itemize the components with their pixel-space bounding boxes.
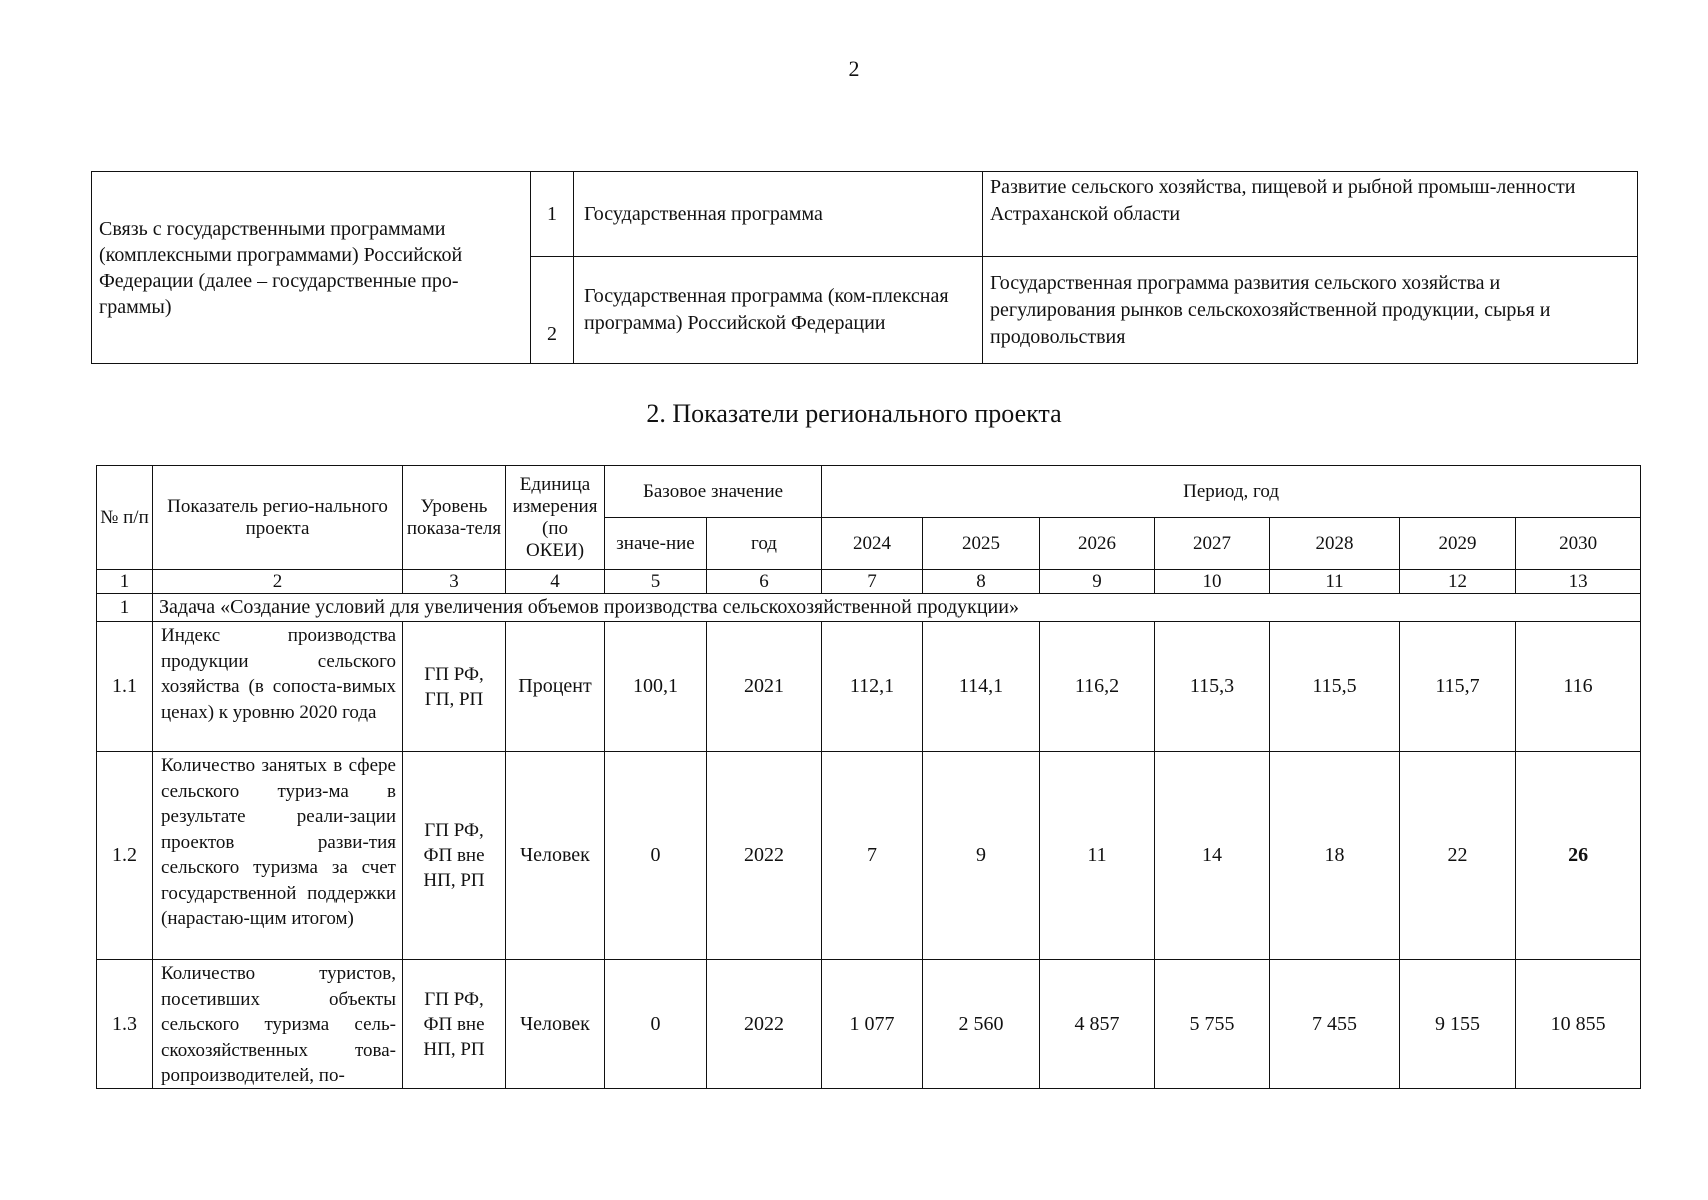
indicator-level-line: НП, РП [423,1038,485,1060]
year-value: 114,1 [923,622,1040,752]
year-value: 115,3 [1155,622,1270,752]
column-number: 2 [153,570,403,594]
header-year: 2025 [923,518,1040,570]
year-value: 26 [1516,752,1641,960]
column-number: 4 [506,570,605,594]
indicator-level [403,622,506,752]
section-title: 2. Показатели регионального проекта [646,399,1062,428]
base-value: 0 [605,752,707,960]
header-year: 2030 [1516,518,1641,570]
year-value: 7 [822,752,923,960]
indicator-level-line: ГП, РП [424,688,484,710]
indicator-unit: Процент [506,622,605,752]
year-value: 14 [1155,752,1270,960]
column-number: 8 [923,570,1040,594]
table-row [97,960,1641,1089]
indicator-name: Количество туристов, посетивших объекты сельского туризма сель-скохозяйственных това-ропроизводителей, по- [161,963,396,1086]
base-value: 0 [605,960,707,1089]
column-number: 7 [822,570,923,594]
year-value: 115,7 [1400,622,1516,752]
header-unit-line: Единица [519,473,591,495]
year-value: 112,1 [822,622,923,752]
column-number: 5 [605,570,707,594]
indicator-unit: Человек [506,960,605,1089]
indicator-level-line: ФП вне [423,1013,485,1035]
task-text: Задача «Создание условий для увеличения объемов производства сельскохозяйственной продукции» [153,594,1641,622]
header-level: Уровень показа-теля [403,466,506,570]
column-number: 1 [97,570,153,594]
column-number: 3 [403,570,506,594]
header-period: Период, год [822,466,1641,518]
task-number: 1 [97,594,153,622]
page-number: 2 [848,56,860,81]
indicator-level-line: ГП РФ, [424,988,484,1010]
program-link-name: Развитие сельского хозяйства, пищевой и рыбной промыш-ленности Астраханской области [983,172,1638,257]
header-unit-line: (по [542,517,568,539]
program-link-row [92,172,1638,257]
column-number: 10 [1155,570,1270,594]
header-base-year: год [707,518,822,570]
base-year: 2022 [707,960,822,1089]
table-row [97,752,1641,960]
base-year: 2022 [707,752,822,960]
year-value: 4 857 [1040,960,1155,1089]
header-unit-line: ОКЕИ) [525,539,585,561]
header-indicator: Показатель регио-нального проекта [153,466,403,570]
year-value: 18 [1270,752,1400,960]
year-value: 2 560 [923,960,1040,1089]
year-value: 11 [1040,752,1155,960]
header-base: Базовое значение [605,466,822,518]
column-number: 11 [1270,570,1400,594]
base-value: 100,1 [605,622,707,752]
program-links-subject: Связь с государственными программами (комплексными программами) Российской Федерации (далее – государственные про-граммы) [92,172,531,364]
task-row [97,594,1641,622]
column-number: 12 [1400,570,1516,594]
program-link-number: 1 [531,172,574,257]
indicator-level-line: ГП РФ, [424,663,484,685]
column-number: 13 [1516,570,1641,594]
row-number: 1.1 [97,622,153,752]
indicator-unit: Человек [506,752,605,960]
year-value: 116 [1516,622,1641,752]
program-link-number: 2 [531,257,574,364]
base-year: 2021 [707,622,822,752]
column-number: 9 [1040,570,1155,594]
year-value: 115,5 [1270,622,1400,752]
program-links-table [91,171,1638,364]
year-value: 10 855 [1516,960,1641,1089]
header-num: № п/п [97,466,153,570]
indicator-name-cell [153,960,403,1089]
year-value: 5 755 [1155,960,1270,1089]
indicator-name: Количество занятых в сфере сельского туриз-ма в результате реали-зации проектов разви-тия сельского туризма за счет государственной поддержки (нарастаю-щим итогом) [153,752,403,960]
program-link-type: Государственная программа (ком-плексная программа) Российской Федерации [574,257,983,364]
header-row [97,466,1641,518]
year-value: 7 455 [1270,960,1400,1089]
header-year: 2029 [1400,518,1516,570]
header-year: 2024 [822,518,923,570]
row-number: 1.3 [97,960,153,1089]
indicator-level [403,960,506,1089]
header-unit-line: измерения [512,495,598,517]
year-value: 1 077 [822,960,923,1089]
header-unit [506,466,605,570]
indicator-name: Индекс производства продукции сельского хозяйства (в сопоста-вимых ценах) к уровню 2020 года [153,622,403,752]
indicator-level-line: ФП вне [423,845,485,866]
table-row [97,622,1641,752]
header-year: 2026 [1040,518,1155,570]
year-value: 22 [1400,752,1516,960]
indicator-level [403,752,506,960]
program-link-type: Государственная программа [574,172,983,257]
header-base-value: значе-ние [605,518,707,570]
indicator-level-line: НП, РП [423,870,485,891]
year-value: 9 155 [1400,960,1516,1089]
indicators-table [96,465,1641,1089]
column-number-row [97,570,1641,594]
row-number: 1.2 [97,752,153,960]
year-value: 116,2 [1040,622,1155,752]
indicator-level-line: ГП РФ, [424,820,484,841]
header-year: 2028 [1270,518,1400,570]
program-link-name: Государственная программа развития сельского хозяйства и регулирования рынков сельскохозяйственной продукции, сырья и продовольствия [983,257,1638,364]
column-number: 6 [707,570,822,594]
header-year: 2027 [1155,518,1270,570]
year-value: 9 [923,752,1040,960]
